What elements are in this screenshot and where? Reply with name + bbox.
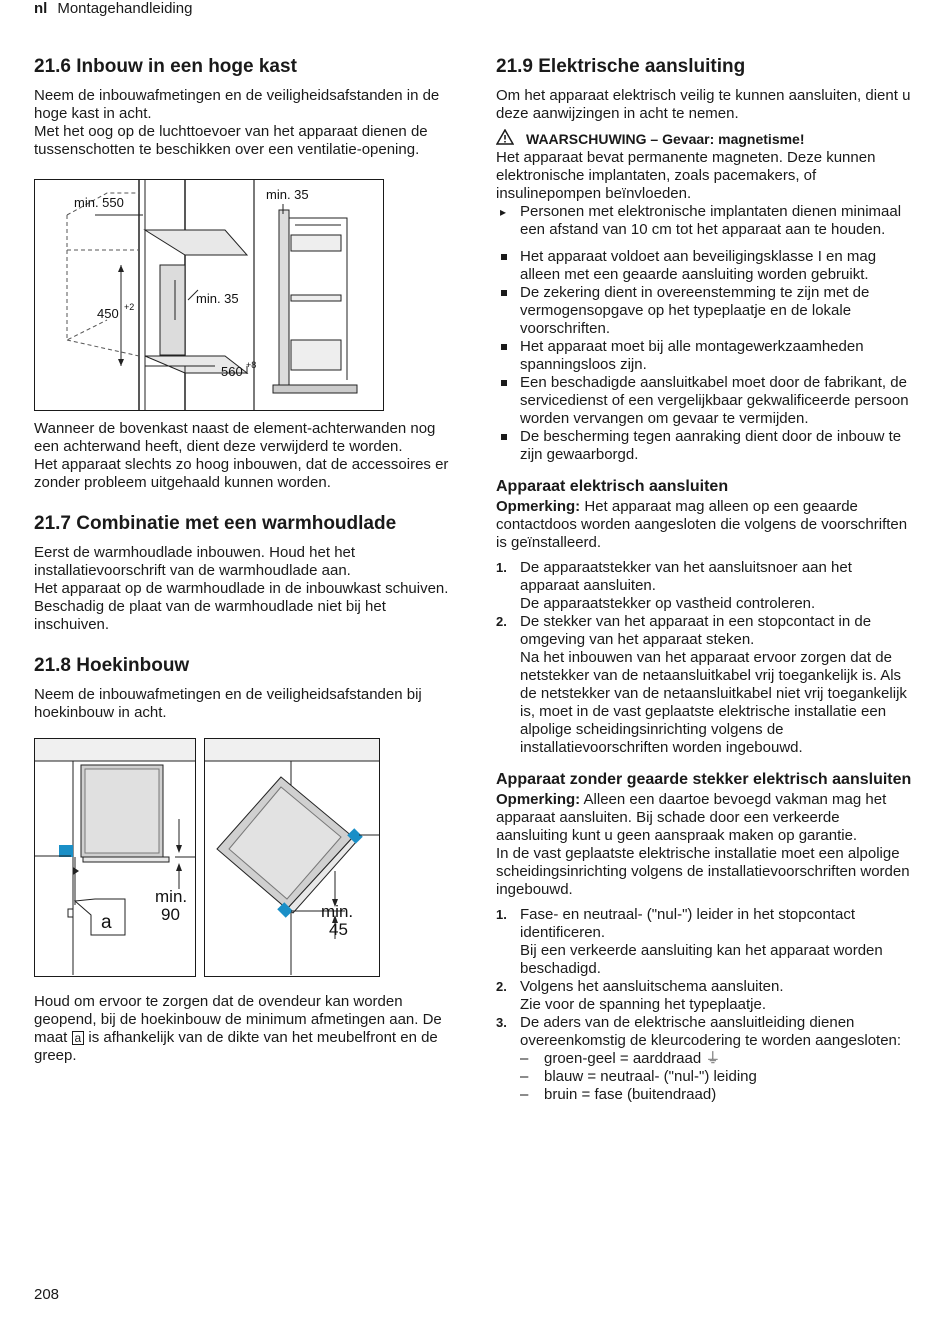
wire-item: – bruin = fase (buitendraad) — [520, 1086, 914, 1104]
dim-450: 450 — [97, 306, 119, 321]
dim-min35-top: min. 35 — [266, 187, 309, 202]
s217-p2: Het apparaat op de warmhoudlade in de inbouwkast schuiven. Beschadig de plaat van de warmhoudlade niet bij het inschuiven. — [34, 580, 449, 633]
corner-figure-left — [34, 738, 196, 977]
s218-p2-end: is afhankelijk van de dikte van het meubelfront en de greep. — [34, 1029, 438, 1064]
list-item: Het apparaat voldoet aan beveiligingsklasse I en mag alleen met een geaarde aansluiting worden gebruikt. — [496, 248, 914, 284]
corner-figure-right — [204, 738, 380, 977]
dim-min550: min. 550 — [74, 195, 124, 210]
sub-heading-connect: Apparaat elektrisch aansluiten — [496, 478, 729, 495]
sub-heading-no-ground: Apparaat zonder geaarde stekker elektrisch aansluiten — [496, 771, 912, 788]
running-header — [34, 0, 192, 18]
corner-right-45: 45 — [329, 920, 348, 939]
list-item: De zekering dient in overeenstemming te zijn met de vermogensopgave op het typeplaatje en de lokale voorschriften. — [496, 284, 914, 338]
dim-560: 560 — [221, 364, 243, 379]
corner-right-min: min. — [321, 902, 354, 921]
step-item: 2. De stekker van het apparaat in een stopcontact in de omgeving van het apparaat steken. Na het inbouwen van het apparaat ervoor zorgen dat de netstekker van de netaansluitkabel vrij toegankelijk is. Als de netstekker van de netaansluitkabel niet vrij toegankelijk is, moet in de vast geplaatste elektrische installatie een alpolige scheidingsinrichting volgens de installatievoorschriften worden ingebouwd. — [496, 613, 907, 756]
warning-bullet: ▸ Personen met elektronische implantaten dienen minimaal een afstand van 10 cm tot het apparaat aan te houden. — [496, 203, 914, 239]
step-item: 1. Fase- en neutraal- ("nul-") leider in het stopcontact identificeren. Bij een verkeerde aansluiting kan het apparaat worden beschadigd. — [496, 906, 883, 977]
left-column — [34, 55, 452, 1065]
list-item: Het apparaat moet bij alle montagewerkzaamheden spanningsloos zijn. — [496, 338, 914, 374]
safety-bullets — [496, 248, 914, 464]
heading-21-9: 21.9 Elektrische aansluiting — [496, 56, 746, 77]
sub2-note — [496, 791, 914, 845]
corner-left-min: min. — [155, 887, 188, 906]
right-column — [496, 55, 914, 1104]
dim-min35-side: min. 35 — [196, 291, 239, 306]
s216-p4: Het apparaat slechts zo hoog inbouwen, dat de accessoires er zonder probleem uitgehaald kunnen worden. — [34, 456, 449, 491]
sub2-note-text: Alleen een daartoe bevoegd vakman mag het apparaat aansluiten. Bij schade door een verkeerde aansluiting kunt u geen aanspraak maken op garantie. — [496, 791, 887, 844]
tall-cabinet-diagram — [35, 180, 383, 410]
s217-p1: Eerst de warmhoudlade inbouwen. Houd het het installatievoorschrift van de warmhoudlade aan. — [34, 544, 356, 579]
corner-left-90: 90 — [161, 905, 180, 924]
warning-text: Het apparaat bevat permanente magneten. Deze kunnen elektronische implantaten, zoals pacemakers, of insulinepompen beïnvloeden. — [496, 149, 876, 202]
heading-21-6: 21.6 Inbouw in een hoge kast — [34, 56, 297, 77]
header-title: Montagehandleiding — [57, 0, 193, 17]
list-item: De bescherming tegen aanraking dient door de inbouw te zijn gewaarborgd. — [496, 428, 914, 464]
wire-item: – blauw = neutraal- ("nul-") leiding — [520, 1068, 914, 1086]
s218-p1: Neem de inbouwafmetingen en de veiligheidsafstanden bij hoekinbouw in acht. — [34, 686, 422, 721]
warning-magnetism — [496, 129, 914, 149]
heading-21-8: 21.8 Hoekinbouw — [34, 655, 190, 676]
warning-title: WAARSCHUWING – Gevaar: magnetisme! — [526, 131, 805, 147]
sub2-note2: In de vast geplaatste elektrische installatie moet een alpolige scheidingsinrichting volgens de installatievoorschriften worden ingebouwd. — [496, 845, 910, 898]
wire-color-list — [520, 1050, 914, 1104]
list-item: Een beschadigde aansluitkabel moet door de fabrikant, de servicedienst of een vergelijkbaar gekwalificeerde persoon worden vervangen om gevaar te vermijden. — [496, 374, 914, 428]
figure-corner-install — [34, 738, 452, 977]
wire-item: – groen-geel = aarddraad ⏚ — [520, 1050, 914, 1068]
step-item: 3. De aders van de elektrische aansluitleiding dienen overeenkomstig de kleurcodering te worden aangesloten: — [496, 1014, 902, 1049]
s216-p1: Neem de inbouwafmetingen en de veiligheidsafstanden in de hoge kast in acht. — [34, 87, 440, 122]
note-label: Opmerking: — [496, 498, 581, 515]
step-item: 2. Volgens het aansluitschema aansluiten. Zie voor de spanning het typeplaatje. — [496, 978, 784, 1013]
dim-450-tolerance: +2 — [124, 302, 135, 312]
s219-p1: Om het apparaat elektrisch veilig te kunnen aansluiten, dient u deze aanwijzingen in acht te nemen. — [496, 87, 911, 122]
note-label: Opmerking: — [496, 791, 581, 808]
sub1-note — [496, 498, 914, 552]
page-number: 208 — [34, 1286, 60, 1303]
warning-list — [496, 203, 914, 239]
warning-icon — [496, 129, 514, 149]
step-item: 1. De apparaatstekker van het aansluitsnoer aan het apparaat aansluiten. De apparaatstekker op vastheid controleren. — [496, 559, 852, 612]
heading-21-7: 21.7 Combinatie met een warmhoudlade — [34, 513, 397, 534]
figure-tall-cabinet — [34, 179, 384, 411]
sub1-note-text: Het apparaat mag alleen op een geaarde contactdoos worden aangesloten die volgens de voorschriften is geïnstalleerd. — [496, 498, 908, 551]
label-a: a — [101, 912, 112, 933]
dimension-a-marker: a — [72, 1031, 85, 1045]
sub1-steps — [496, 559, 914, 757]
dim-560-tolerance: +8 — [246, 360, 257, 370]
s218-p2-start: Houd om ervoor te zorgen dat de ovendeur kan worden geopend, bij de hoekinbouw de minimum afmetingen aan. De maat — [34, 993, 442, 1046]
sub2-steps — [496, 906, 914, 1050]
s216-p3: Wanneer de bovenkast naast de element-achterwanden nog een achterwand heeft, dient deze verwijderd te worden. — [34, 420, 436, 455]
s218-p2 — [34, 993, 452, 1065]
s216-p2: Met het oog op de luchttoevoer van het apparaat dienen de tussenschotten te beschikken over een ventilatie-opening. — [34, 123, 428, 158]
header-language: nl — [34, 0, 48, 17]
